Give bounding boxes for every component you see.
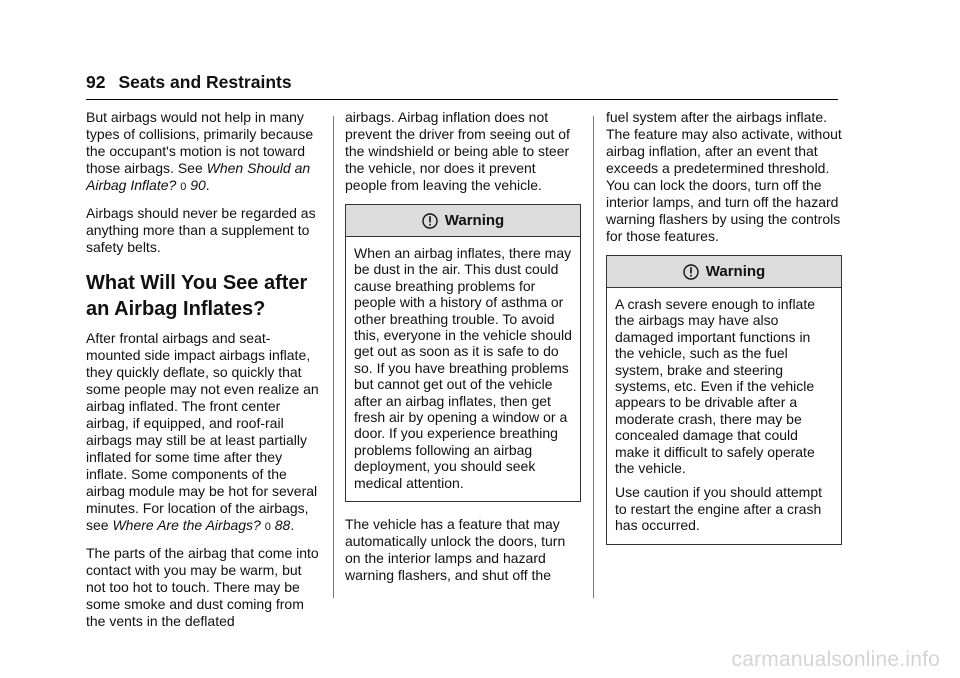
- warning-icon: [422, 213, 438, 229]
- section-heading: What Will You See after an Airbag Inflates?: [86, 272, 308, 320]
- page-header: [86, 72, 838, 92]
- page-number: 92: [86, 72, 106, 92]
- column-middle: [345, 109, 581, 593]
- paragraph: The parts of the airbag that come into contact with you may be warm, but not too hot to touch. There may be some smoke and dust coming from the vents in the deflated: [86, 545, 319, 629]
- paragraph: fuel system after the airbags inflate. The feature may also activate, without airbag inflation, after an event that exceeds a predetermined threshold. You can lock the doors, turn off the interior lamps, and turn off the hazard warning flashers by using the controls for those features.: [606, 109, 842, 244]
- column-left: [86, 109, 322, 639]
- page-ref-icon: 0: [180, 181, 187, 193]
- warning-title: Warning: [705, 263, 766, 280]
- paragraph: The vehicle has a feature that may automatically unlock the doors, turn on the interior lamps and hazard warning flashers, and shut off the: [345, 516, 566, 584]
- paragraph: [86, 109, 322, 196]
- warning-body: [607, 288, 841, 544]
- page-ref-icon: 0: [264, 521, 271, 533]
- warning-box: [345, 204, 581, 502]
- watermark: carmanualsonline.info: [731, 648, 940, 671]
- warning-title: Warning: [444, 212, 505, 229]
- paragraph: airbags. Airbag inflation does not prevent the driver from seeing out of the windshield or being able to steer the vehicle, nor does it prevent people from leaving the vehicle.: [345, 109, 570, 193]
- punctuation: .: [290, 517, 295, 533]
- column-divider: [333, 116, 334, 598]
- column-divider: [593, 116, 594, 598]
- cross-reference-link[interactable]: When Should an Airbag Inflate?: [86, 160, 311, 193]
- warning-text: When an airbag inflates, there may be dust in the air. This dust could cause breathing problems for people with a history of asthma or other breathing trouble. To avoid this, everyone in the vehicle should get out as soon as it is safe to do so. If you have breathing problems but cannot get out of the vehicle after an airbag inflates, then get fresh air by opening a window or a door. If you experience breathing problems following an airbag deployment, you should seek medical attention.: [354, 245, 572, 491]
- page-ref-number[interactable]: 88: [274, 517, 291, 533]
- punctuation: .: [205, 177, 210, 193]
- paragraph-text: After frontal airbags and seat-mounted side impact airbags inflate, they quickly deflate, so quickly that some people may not even realize an airbag inflated. The front center airbag, if equipped, and roof-rail airbags may still be at least partially inflated for some time after they inflate. Some components of the airbag module may be hot for several minutes. For location of the airbags, see: [86, 330, 319, 533]
- cross-reference-link[interactable]: Where Are the Airbags?: [112, 517, 261, 533]
- warning-text: A crash severe enough to inflate the airbags may have also damaged important functions in the vehicle, such as the fuel system, brake and steering systems, etc. Even if the vehicle appears to be drivable after a moderate crash, there may be concealed damage that could make it difficult to safely operate the vehicle.: [615, 296, 816, 477]
- column-right: [606, 109, 842, 559]
- header-rule: [86, 99, 838, 100]
- warning-header: [346, 205, 580, 237]
- warning-body: [346, 237, 580, 501]
- paragraph: [86, 330, 322, 536]
- page-ref-number[interactable]: 90: [190, 177, 206, 193]
- warning-icon: [683, 264, 699, 280]
- warning-header: [607, 256, 841, 288]
- warning-text: Use caution if you should attempt to restart the engine after a crash has occurred.: [615, 484, 823, 534]
- paragraph-text: But airbags would not help in many types of collisions, primarily because the occupant's motion is not toward those airbags. See: [86, 109, 314, 176]
- warning-box: [606, 255, 842, 545]
- section-title: Seats and Restraints: [118, 72, 292, 92]
- paragraph: Airbags should never be regarded as anything more than a supplement to safety belts.: [86, 205, 316, 255]
